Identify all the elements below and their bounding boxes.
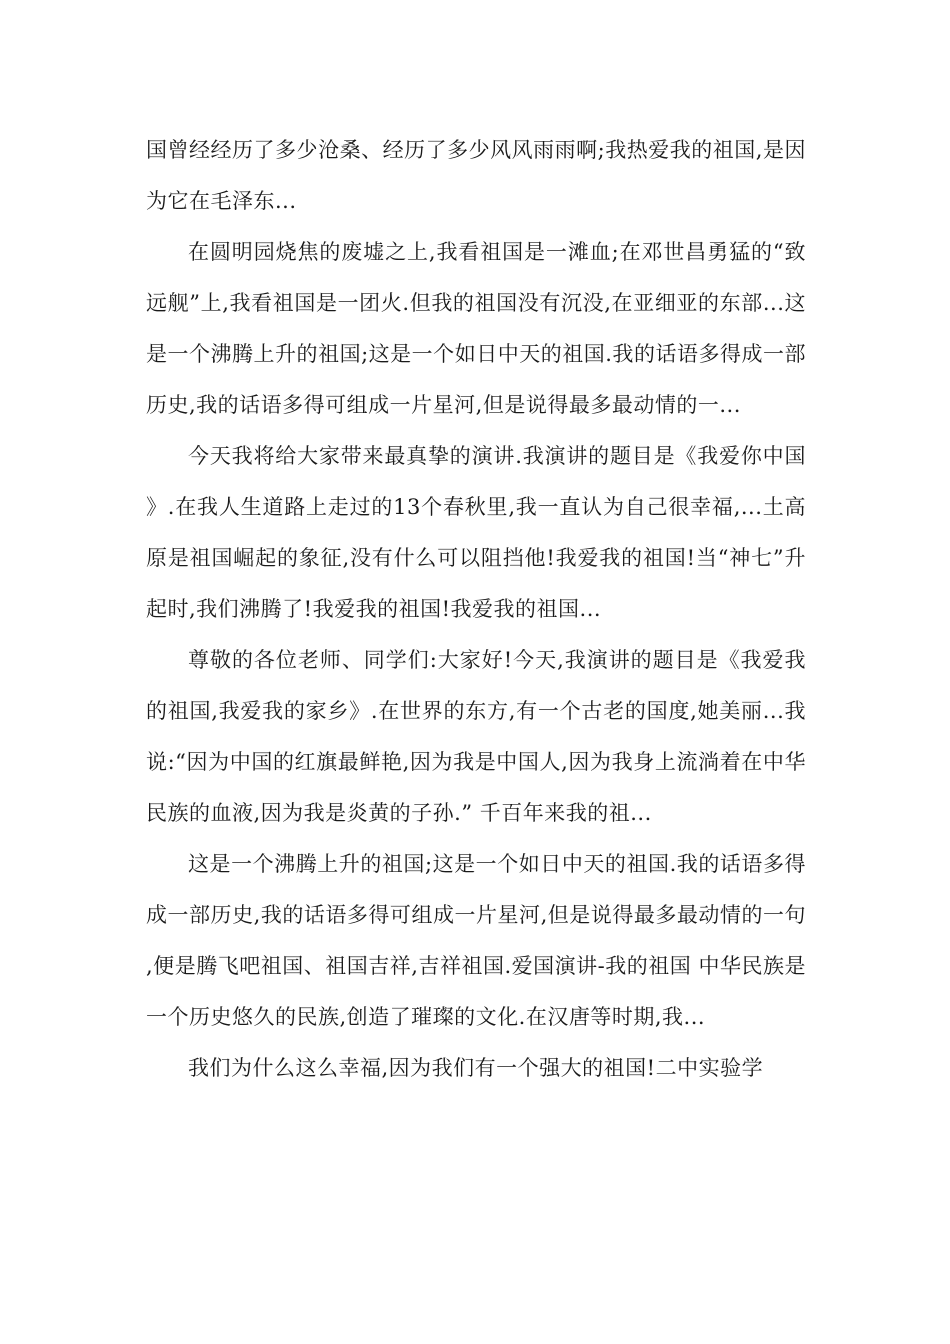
paragraph-2: 在圆明园烧焦的废墟之上,我看祖国是一滩血;在邓世昌勇猛的“致远舰”上,我看祖国是一团火.但我的祖国没有沉没,在亚细亚的东部...这是一个沸腾上升的祖国;这是一个如日中天的祖国.我的话语多得成一部历史,我的话语多得可组成一片星河,但是说得最多最动情的一... xyxy=(146,240,806,417)
document-body xyxy=(146,125,806,1094)
paragraph-3: 今天我将给大家带来最真挚的演讲.我演讲的题目是《我爱你中国》.在我人生道路上走过的13个春秋里,我一直认为自己很幸福,...土高原是祖国崛起的象征,没有什么可以阻挡他!我爱我的祖国!当“神七”升起时,我们沸腾了!我爱我的祖国!我爱我的祖国... xyxy=(146,444,806,621)
paragraph-4: 尊敬的各位老师、同学们:大家好!今天,我演讲的题目是《我爱我的祖国,我爱我的家乡》.在世界的东方,有一个古老的国度,她美丽...我说:“因为中国的红旗最鲜艳,因为我是中国人,因为我身上流淌着在中华民族的血液,因为我是炎黄的子孙.” 千百年来我的祖... xyxy=(146,648,806,825)
paragraph-5: 这是一个沸腾上升的祖国;这是一个如日中天的祖国.我的话语多得成一部历史,我的话语多得可组成一片星河,但是说得最多最动情的一句,便是腾飞吧祖国、祖国吉祥,吉祥祖国.爱国演讲-我的祖国 中华民族是一个历史悠久的民族,创造了璀璨的文化.在汉唐等时期,我... xyxy=(146,852,806,1029)
paragraph-6: 我们为什么这么幸福,因为我们有一个强大的祖国!二中实验学 xyxy=(188,1056,764,1080)
paragraph-1: 国曾经经历了多少沧桑、经历了多少风风雨雨啊;我热爱我的祖国,是因为它在毛泽东... xyxy=(146,138,806,213)
